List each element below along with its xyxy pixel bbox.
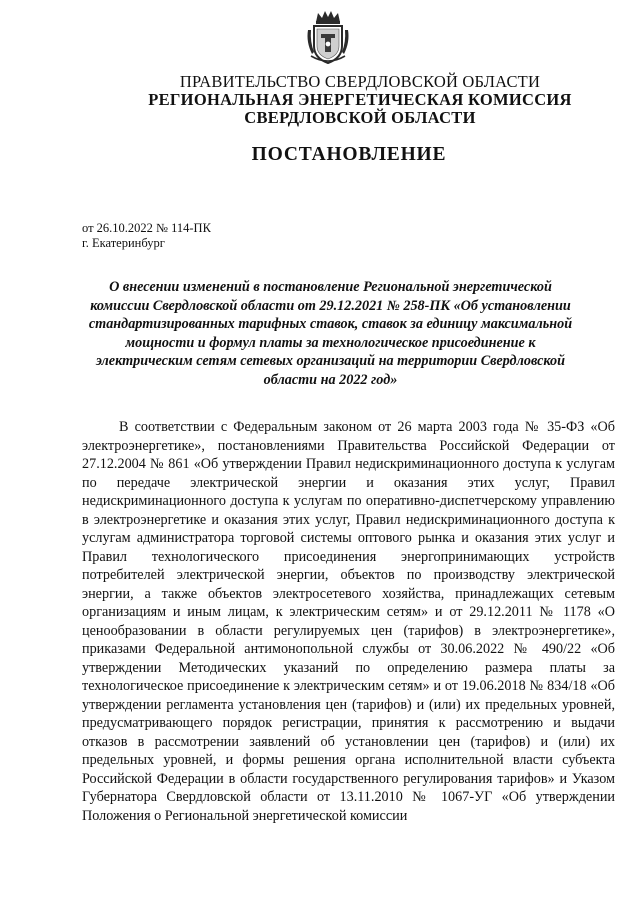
commission-name-line2: СВЕРДЛОВСКОЙ ОБЛАСТИ — [244, 108, 476, 127]
government-name: ПРАВИТЕЛЬСТВО СВЕРДЛОВСКОЙ ОБЛАСТИ — [179, 72, 541, 91]
commission-name-line1: РЕГИОНАЛЬНАЯ ЭНЕРГЕТИЧЕСКАЯ КОМИССИЯ — [148, 90, 572, 109]
document-subject: О внесении изменений в постановление Региональной энергетической комиссии Свердловской области от 29.12.2021 № 258-ПК «Об установлении стандартизированных тарифных ставок, ставок за единицу максимальной мощности и формул платы за технологическое присоединение к электрическим сетям сетевых организаций на территории Свердловской области на 2022 год» — [88, 279, 573, 388]
document-city: г. Екатеринбург — [82, 236, 165, 250]
document-date-number: от 26.10.2022 № 114-ПК — [82, 221, 211, 235]
document-type-title: ПОСТАНОВЛЕНИЕ — [251, 144, 447, 165]
body-paragraph: В соответствии с Федеральным законом от 26 марта 2003 года № 35-ФЗ «Об электроэнергетике», постановлениями Правительства Российской Федерации от 27.12.2004 № 861 «Об утверждении Правил недискриминационного доступа к услугам по передаче электрической энергии и оказания этих услуг, Правил недискриминационного доступа к услугам по оперативно-диспетчерскому управлению в электроэнергетике и оказания этих услуг, Правил недискриминационного доступа к услугам администратора торговой системы оптового рынка и оказания этих услуг и Правил технологического присоединения энергопринимающих устройств потребителей электрической энергии, объектов по производству электрической энергии, а также объектов электросетевого хозяйства, принадлежащих сетевым организациям и иным лицам, к электрическим сетям» и от 29.12.2011 № 1178 «О ценообразовании в области регулируемых цен (тарифов) в электроэнергетике», приказами Федеральной антимонопольной службы от 30.06.2022 № 490/22 «Об утверждении Методических указаний по определению размера платы за технологическое присоединение к электрическим сетям» и от 19.06.2018 № 834/18 «Об утверждении регламента установления цен (тарифов) и (или) их предельных уровней, предусматривающего порядок регистрации, принятия к рассмотрению и выдачи отказов в рассмотрении заявлений об установлении цен (тарифов) и (или) их предельных уровней, и формы решения органа исполнительной власти субъекта Российской Федерации в области государственного регулирования тарифов» и Указом Губернатора Свердловской области от 13.11.2010 № 1067-УГ «Об утверждении Положения о Региональной энергетической комиссии — [82, 419, 615, 824]
coat-of-arms-emblem — [305, 8, 351, 66]
